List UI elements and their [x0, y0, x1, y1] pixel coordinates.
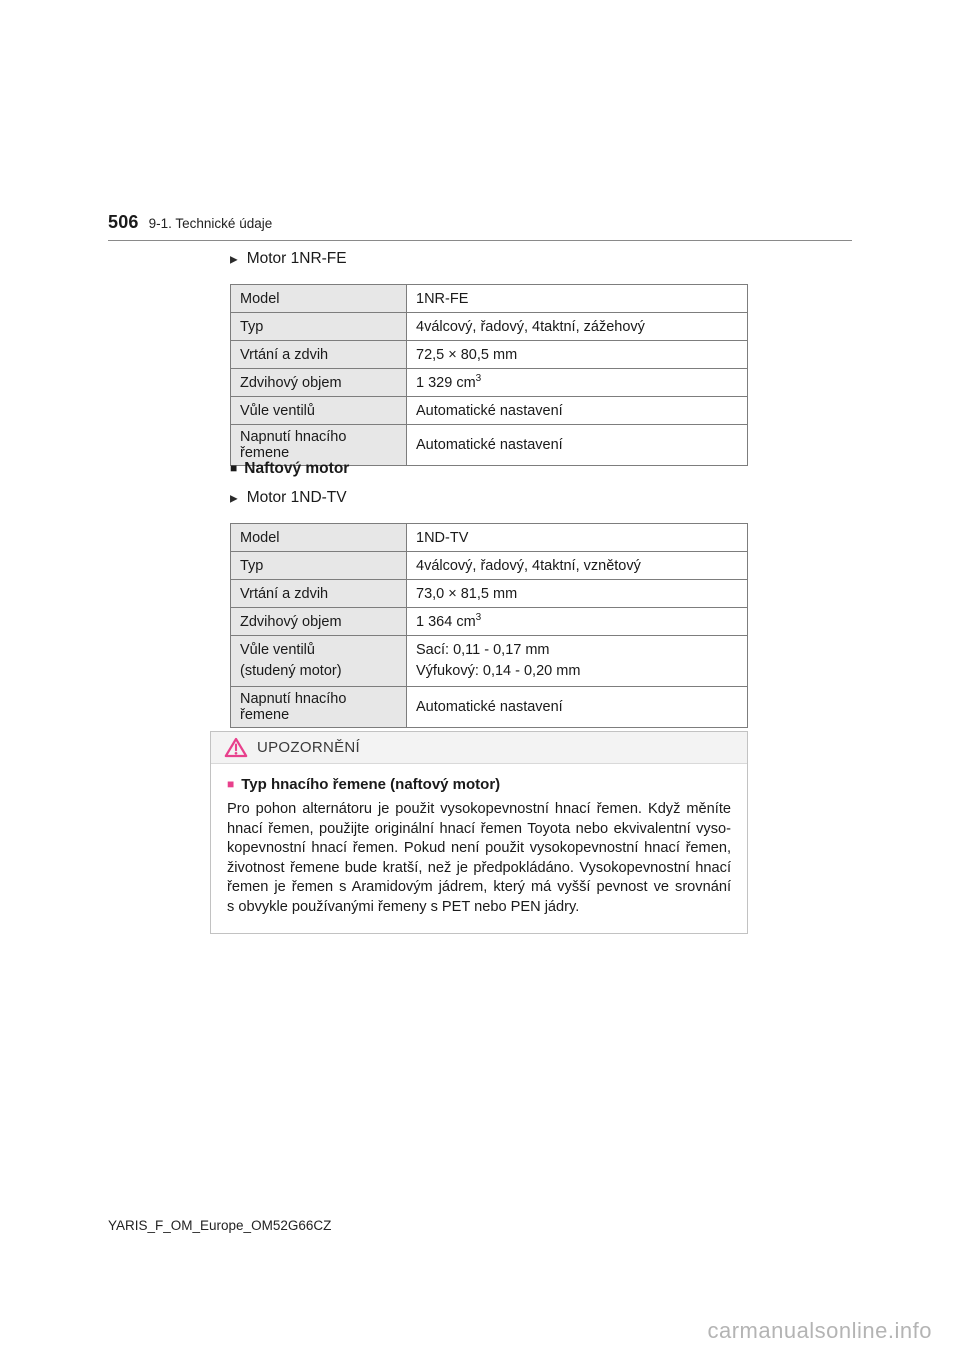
notice-item-heading: ■ Typ hnacího řemene (naftový motor)	[227, 776, 501, 793]
subsection-heading-label: Naftový motor	[244, 460, 350, 477]
spec-table-1nr-fe	[230, 284, 748, 466]
spec-value: 1 364 $cm^3$	[407, 608, 748, 636]
notice-text-line: životnost řemene bude kratší, než je předpokládáno. Vysokopevnostní hnací	[227, 859, 731, 876]
spec-value: Automatické nastavení	[407, 687, 748, 728]
spec-label: Vůle ventilů (studený motor)	[231, 636, 407, 687]
spec-label: Napnutí hnacího řemene	[231, 687, 407, 728]
superscript: 3	[475, 611, 482, 623]
notice-body	[211, 764, 747, 933]
notice-text-line: řemen je řemen s Aramidovým jádrem, který má vyšší pevnost ve srovnání	[227, 879, 731, 895]
table-row	[231, 341, 748, 369]
spec-label: Model	[231, 524, 407, 552]
table-row	[231, 313, 748, 341]
spec-label: Zdvihový objem	[231, 369, 407, 397]
subsection-heading-naftovy-motor	[230, 460, 349, 478]
spec-value: 73,0 × 81,5 mm	[407, 580, 748, 608]
spec-value: Automatické nastavení	[407, 397, 748, 425]
section-heading-label: Motor 1ND-TV	[246, 489, 347, 506]
spec-label: Model	[231, 285, 407, 313]
spec-value: Automatické nastavení	[407, 425, 748, 466]
spec-value: Sací: 0,11 - 0,17 mm Výfukový: 0,14 - 0,20 mm	[407, 636, 748, 687]
square-bullet-icon: ■	[227, 776, 235, 791]
arrow-right-icon: ▶	[230, 254, 238, 265]
spec-label: Zdvihový objem	[231, 608, 407, 636]
table-row	[231, 397, 748, 425]
spec-value: 4válcový, řadový, 4taktní, vznětový	[407, 552, 748, 580]
spec-label: Vrtání a zdvih	[231, 341, 407, 369]
spec-value: 1NR-FE	[407, 285, 748, 313]
notice-text	[227, 800, 731, 917]
spec-value: 1 329 $cm^3$	[407, 369, 748, 397]
notice-text-line: kopevnostní hnací řemen. Pokud není použit vysokopevnostní hnací řemen,	[227, 840, 731, 856]
notice-title: UPOZORNĚNÍ	[257, 739, 361, 756]
notice-text-line: Pro pohon alternátoru je použit vysokopevnostní hnací řemen. Když měníte	[227, 801, 731, 817]
arrow-right-icon: ▶	[230, 493, 238, 504]
spec-table-1nd-tv	[230, 523, 748, 728]
spec-label: Vrtání a zdvih	[231, 580, 407, 608]
chapter-title: 9-1. Technické údaje	[148, 216, 273, 231]
table-row	[231, 524, 748, 552]
table-row	[231, 687, 748, 728]
spec-label: Typ	[231, 552, 407, 580]
section-heading-motor-1nr-fe	[230, 250, 347, 268]
header-divider	[108, 240, 852, 241]
section-heading-label: Motor 1NR-FE	[246, 250, 347, 267]
square-bullet-icon: ■	[230, 461, 238, 475]
superscript: 3	[475, 372, 482, 384]
spec-value: 72,5 × 80,5 mm	[407, 341, 748, 369]
watermark-text: carmanualsonline.info	[707, 1318, 932, 1343]
spec-value: 4válcový, řadový, 4taktní, zážehový	[407, 313, 748, 341]
spec-label: Typ	[231, 313, 407, 341]
page-header	[108, 212, 852, 233]
table-row	[231, 636, 748, 687]
table-row	[231, 552, 748, 580]
spec-label: Napnutí hnacího řemene	[231, 425, 407, 466]
table-row	[231, 369, 748, 397]
spec-value: 1ND-TV	[407, 524, 748, 552]
footer-document-code: YARIS_F_OM_Europe_OM52G66CZ	[108, 1218, 332, 1233]
spec-label: Vůle ventilů	[231, 397, 407, 425]
table-row	[231, 580, 748, 608]
notice-text-line: hnací řemen, použijte originální hnací řemen Toyota nebo ekvivalentní vyso-	[227, 820, 731, 837]
warning-triangle-icon	[224, 737, 248, 758]
notice-title-bar	[211, 732, 747, 764]
notice-text-line: s obvykle používanými řemeny s PET nebo PEN jádry.	[227, 898, 580, 915]
notice-box	[210, 731, 748, 934]
section-heading-motor-1nd-tv	[230, 489, 347, 507]
page-number: 506	[108, 212, 139, 232]
table-row	[231, 608, 748, 636]
table-row	[231, 285, 748, 313]
